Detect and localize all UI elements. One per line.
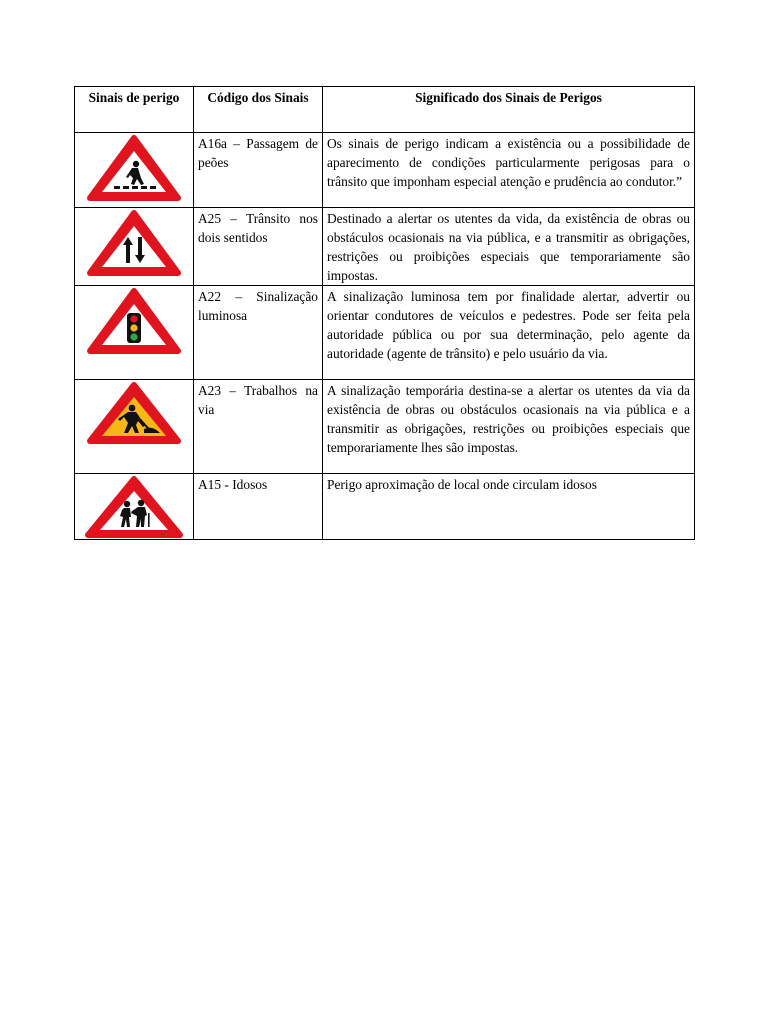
sign-image-cell bbox=[75, 208, 194, 286]
table-row bbox=[75, 133, 695, 208]
sign-meaning: Perigo aproximação de local onde circulam idosos bbox=[323, 474, 695, 540]
sign-image-cell bbox=[75, 133, 194, 208]
sign-meaning: A sinalização luminosa tem por finalidade alertar, advertir ou orientar condutores de veículos e pedestres. Pode ser feita pela autoridade pública ou por sua determinação, pelo agente da autoridade (agente de trânsito) e pelo usuário da via. bbox=[323, 286, 695, 380]
sign-meaning: A sinalização temporária destina-se a alertar os utentes da via da existência de obras ou obstáculos ocasionais na via pública e a transmitir as obrigações, restrições ou proibições especiais que temporariamente lhes são impostas. bbox=[323, 380, 695, 474]
pedestrian-crossing-sign-icon bbox=[86, 134, 182, 204]
sign-code: A25 – Trânsito nos dois sentidos bbox=[194, 208, 323, 286]
sign-code: A16a – Passagem de peões bbox=[194, 133, 323, 208]
header-sign-meanings: Significado dos Sinais de Perigos bbox=[323, 87, 695, 133]
sign-code: A22 – Sinalização luminosa bbox=[194, 286, 323, 380]
sign-image-cell bbox=[75, 380, 194, 474]
traffic-light-sign-icon bbox=[86, 287, 182, 357]
table-row bbox=[75, 474, 695, 540]
sign-code: A23 – Trabalhos na via bbox=[194, 380, 323, 474]
table-header-row bbox=[75, 87, 695, 133]
danger-signs-table bbox=[74, 86, 695, 540]
header-sign-codes: Código dos Sinais bbox=[194, 87, 323, 133]
elderly-people-sign-icon bbox=[84, 475, 184, 539]
sign-meaning: Os sinais de perigo indicam a existência ou a possibilidade de aparecimento de condições particularmente perigosas para o trânsito que imponham especial atenção e prudência ao condutor.” bbox=[323, 133, 695, 208]
table-row bbox=[75, 380, 695, 474]
sign-meaning: Destinado a alertar os utentes da vida, da existência de obras ou obstáculos ocasionais na via pública, e a transmitir as obrigações, restrições ou proibições especiais que temporariamente são impostas. bbox=[323, 208, 695, 286]
header-danger-signs: Sinais de perigo bbox=[75, 87, 194, 133]
sign-code: A15 - Idosos bbox=[194, 474, 323, 540]
table-row bbox=[75, 208, 695, 286]
road-works-sign-icon bbox=[86, 381, 182, 447]
two-way-traffic-sign-icon bbox=[86, 209, 182, 279]
sign-image-cell bbox=[75, 286, 194, 380]
sign-image-cell bbox=[75, 474, 194, 540]
table-row bbox=[75, 286, 695, 380]
